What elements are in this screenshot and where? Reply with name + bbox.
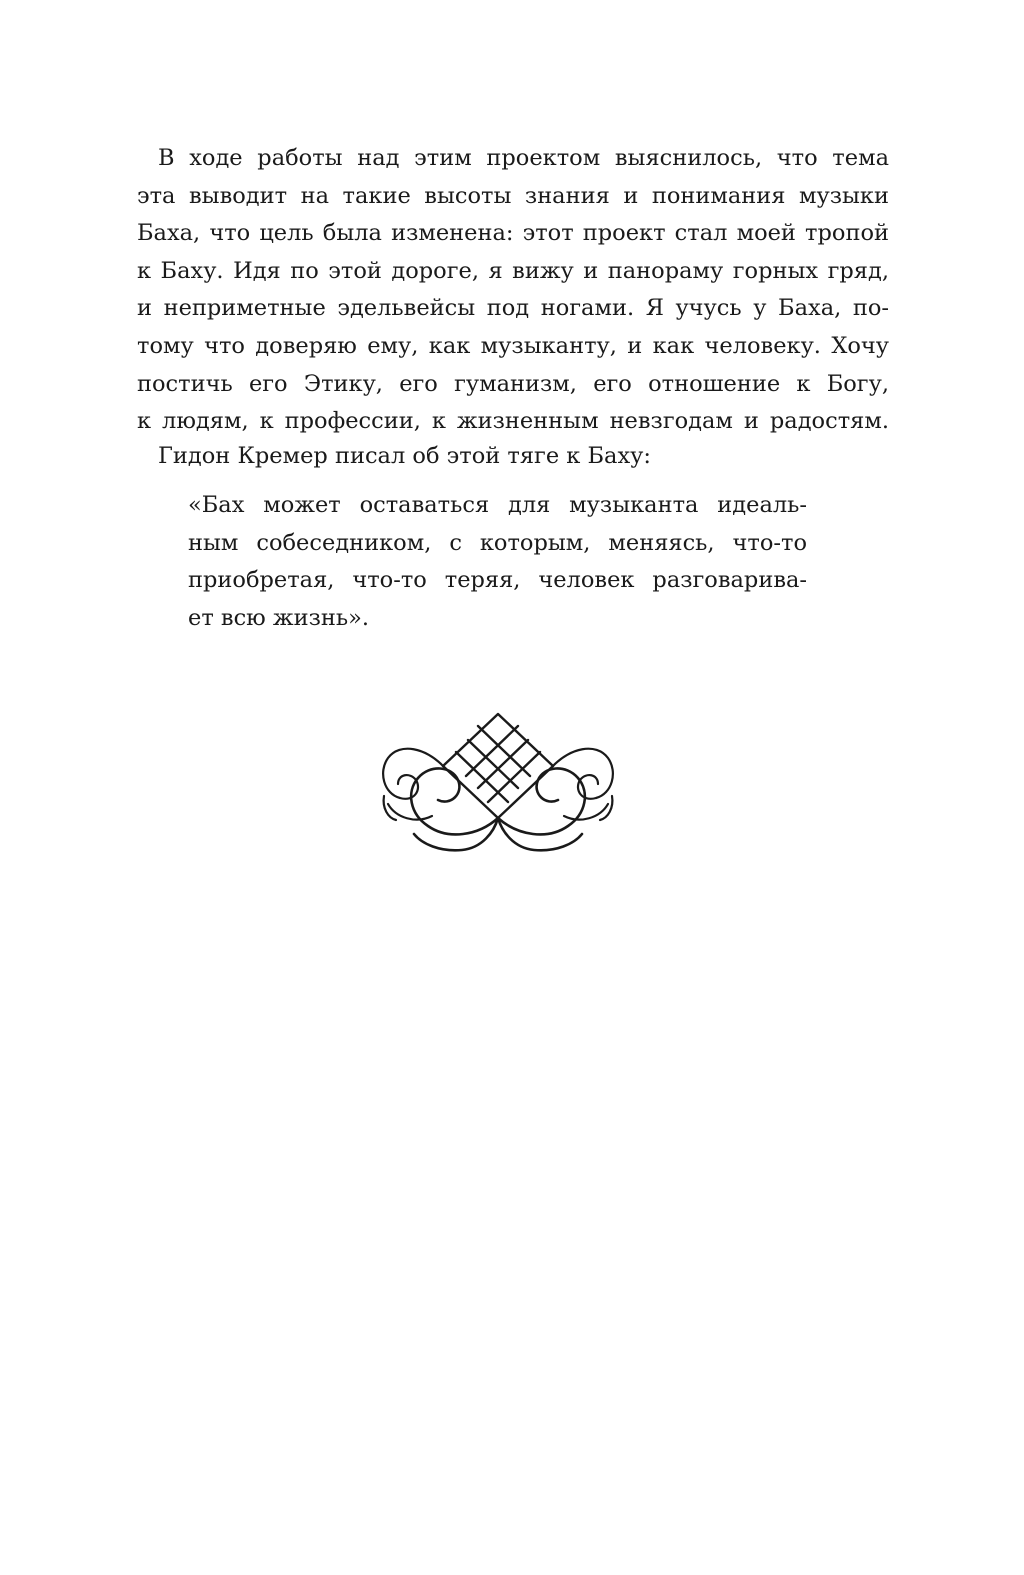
quote-line: приобретая, что-то теряя, человек разговарива- (188, 567, 807, 594)
paragraph-line: эта выводит на такие высоты знания и понимания музыки (137, 182, 889, 209)
paragraph-2: Гидон Кремер писал об этой тяге к Баху: (158, 443, 651, 469)
paragraph-line: Баха, что цель была изменена: этот проект стал моей тропой (137, 220, 889, 247)
paragraph-line: и неприметные эдельвейсы под ногами. Я учусь у Баха, по- (137, 295, 889, 322)
block-quote (188, 487, 807, 637)
quote-line: ным собеседником, с которым, меняясь, что-то (188, 529, 807, 556)
paragraph-line: тому что доверяю ему, как музыканту, и как человеку. Хочу (137, 332, 889, 359)
quote-line: «Бах может оставаться для музыканта идеаль- (188, 492, 807, 518)
paragraph-line: к Баху. Идя по этой дороге, я вижу и панораму горных гряд, (137, 257, 889, 284)
paragraph-1 (137, 140, 889, 441)
paragraph-line: к людям, к профессии, к жизненным невзгодам и радостям. (137, 408, 889, 435)
paragraph-line: В ходе работы над этим проектом выяснилось, что тема (158, 145, 889, 171)
knot-ornament-icon (378, 708, 618, 858)
quote-line: ет всю жизнь». (188, 604, 370, 631)
paragraph-line: постичь его Этику, его гуманизм, его отношение к Богу, (137, 370, 889, 397)
